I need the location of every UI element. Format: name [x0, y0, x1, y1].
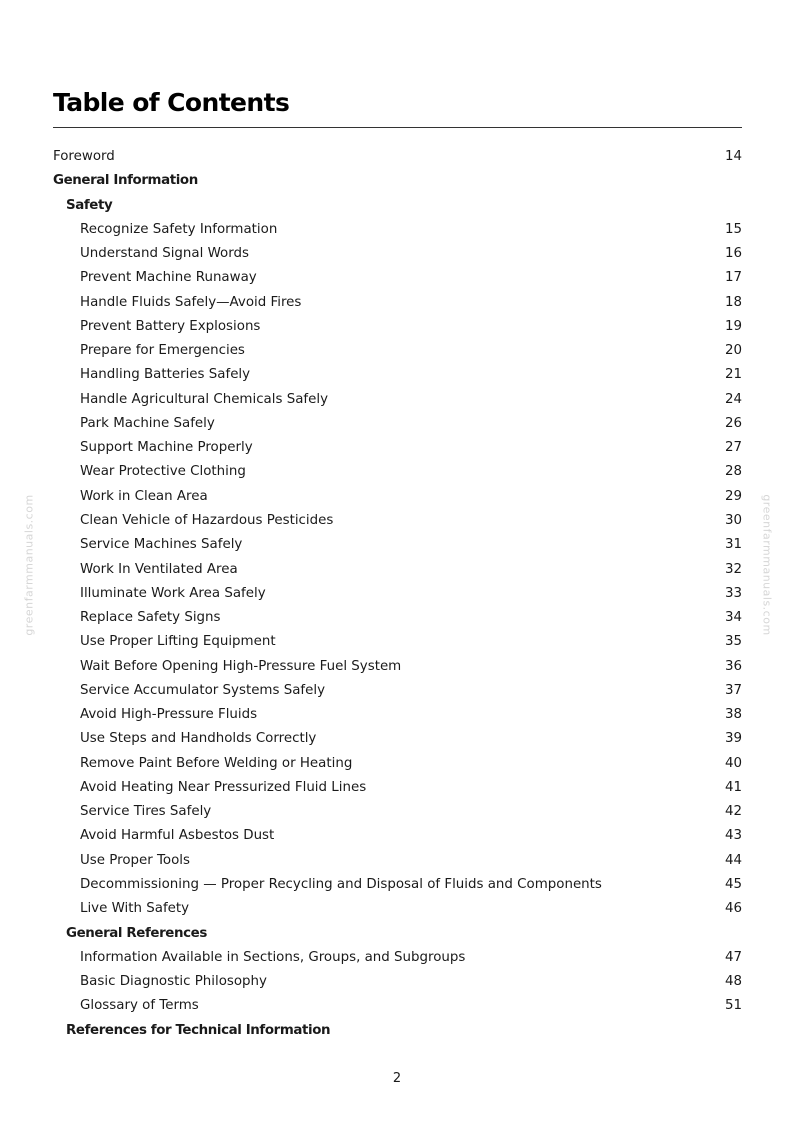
toc-section-heading[interactable] — [53, 1019, 742, 1043]
toc-entry-page-number: 14 — [724, 149, 742, 164]
watermark-left: greenfarmmanuals.com — [22, 494, 36, 636]
toc-entry-page-number: 29 — [724, 488, 742, 504]
toc-entry-page-number: 35 — [724, 634, 742, 650]
toc-entry[interactable] — [53, 509, 742, 533]
toc-entry-label: Recognize Safety Information — [80, 221, 278, 237]
toc-entry-page-number: 38 — [724, 707, 742, 723]
toc-entry-label: Prepare for Emergencies — [80, 343, 245, 359]
toc-entry-page-number: 41 — [724, 779, 742, 795]
toc-entry-label: Service Machines Safely — [80, 537, 243, 553]
toc-entry-page-number: 16 — [724, 246, 742, 262]
toc-entry-page-number: 47 — [724, 949, 742, 965]
toc-entry-label: Service Tires Safely — [80, 804, 212, 820]
toc-entry[interactable] — [53, 703, 742, 727]
page-title: Table of Contents — [53, 88, 290, 117]
toc-entry-page-number: 46 — [724, 901, 742, 917]
toc-entry-page-number: 18 — [724, 294, 742, 310]
toc-entry-page-number: 30 — [724, 512, 742, 528]
toc-entry[interactable] — [53, 145, 742, 169]
toc-entry[interactable] — [53, 412, 742, 436]
toc-entry-label: Work In Ventilated Area — [80, 561, 238, 577]
toc-entry-label: Illuminate Work Area Safely — [80, 585, 266, 601]
toc-entry-label: Avoid High-Pressure Fluids — [80, 707, 258, 723]
page-number: 2 — [392, 1071, 402, 1086]
toc-entry-label: Prevent Machine Runaway — [80, 270, 257, 286]
toc-entry-label: Handle Agricultural Chemicals Safely — [80, 391, 329, 407]
toc-entry[interactable] — [53, 849, 742, 873]
toc-entry[interactable] — [53, 727, 742, 751]
toc-entry[interactable] — [53, 800, 742, 824]
toc-entry[interactable] — [53, 533, 742, 557]
toc-entry[interactable] — [53, 824, 742, 848]
toc-section-heading[interactable] — [53, 169, 742, 193]
toc-entry-label: References for Technical Information — [66, 1022, 331, 1038]
toc-entry-page-number: 45 — [724, 876, 742, 892]
toc-entry[interactable] — [53, 339, 742, 363]
toc-entry-page-number: 42 — [724, 804, 742, 820]
toc-entry-label: Safety — [66, 197, 113, 213]
title-divider — [53, 127, 742, 128]
toc-entry[interactable] — [53, 873, 742, 897]
toc-entry[interactable] — [53, 218, 742, 242]
toc-entry[interactable] — [53, 630, 742, 654]
toc-entry-page-number: 32 — [724, 561, 742, 577]
toc-entry-label: Work in Clean Area — [80, 488, 208, 504]
toc-entry-page-number: 44 — [724, 852, 742, 868]
toc-entry-label: Understand Signal Words — [80, 246, 249, 262]
toc-entry-label: Wait Before Opening High-Pressure Fuel System — [80, 658, 402, 674]
toc-entry[interactable] — [53, 970, 742, 994]
toc-entry-page-number: 34 — [724, 610, 742, 626]
toc-entry-page-number: 26 — [724, 415, 742, 431]
toc-entry-page-number: 31 — [724, 537, 742, 553]
toc-entry[interactable] — [53, 752, 742, 776]
toc-entry[interactable] — [53, 266, 742, 290]
toc-entry[interactable] — [53, 776, 742, 800]
toc-entry[interactable] — [53, 242, 742, 266]
toc-entry[interactable] — [53, 485, 742, 509]
toc-entry-page-number: 24 — [724, 391, 742, 407]
toc-section-heading[interactable] — [53, 922, 742, 946]
toc-entry-label: Information Available in Sections, Groups, and Subgroups — [80, 949, 466, 965]
toc-entry-label: Glossary of Terms — [80, 998, 199, 1014]
toc-entry-label: Use Proper Lifting Equipment — [80, 634, 276, 650]
toc-entry-page-number: 15 — [724, 221, 742, 237]
toc-entry-page-number: 40 — [724, 755, 742, 771]
toc-entry-label: Support Machine Properly — [80, 440, 253, 456]
toc-entry[interactable] — [53, 460, 742, 484]
toc-entry[interactable] — [53, 582, 742, 606]
watermark-right: greenfarmmanuals.com — [760, 494, 774, 636]
toc-entry[interactable] — [53, 291, 742, 315]
toc-entry-label: Use Proper Tools — [80, 852, 191, 868]
toc-entry-label: Handle Fluids Safely—Avoid Fires — [80, 294, 302, 310]
toc-entry[interactable] — [53, 679, 742, 703]
toc-entry[interactable] — [53, 606, 742, 630]
toc-entry-label: General References — [66, 925, 207, 941]
toc-entry-label: Basic Diagnostic Philosophy — [80, 974, 267, 990]
toc-entry-label: Avoid Heating Near Pressurized Fluid Lines — [80, 779, 367, 795]
toc-entry-label: General Information — [53, 173, 198, 189]
toc-entry-page-number: 17 — [724, 270, 742, 286]
toc-entry[interactable] — [53, 315, 742, 339]
toc-entry-page-number: 19 — [724, 318, 742, 334]
toc-entry[interactable] — [53, 388, 742, 412]
toc-entry-label: Use Steps and Handholds Correctly — [80, 731, 317, 747]
toc-entry-page-number: 51 — [724, 998, 742, 1014]
toc-entry-label: Handling Batteries Safely — [80, 367, 251, 383]
toc-entry-page-number: 33 — [724, 585, 742, 601]
toc-entry-label: Prevent Battery Explosions — [80, 318, 261, 334]
toc-entry-page-number: 28 — [724, 464, 742, 480]
table-of-contents — [53, 145, 742, 1043]
toc-entry-label: Decommissioning — Proper Recycling and Disposal of Fluids and Components — [80, 876, 602, 892]
toc-entry-label: Foreword — [53, 149, 115, 164]
toc-entry-label: Remove Paint Before Welding or Heating — [80, 755, 353, 771]
toc-entry-label: Avoid Harmful Asbestos Dust — [80, 828, 275, 844]
toc-entry-page-number: 21 — [724, 367, 742, 383]
toc-entry[interactable] — [53, 558, 742, 582]
toc-entry-page-number: 27 — [724, 440, 742, 456]
toc-entry-label: Live With Safety — [80, 901, 190, 917]
toc-entry-page-number: 20 — [724, 343, 742, 359]
toc-entry[interactable] — [53, 994, 742, 1018]
toc-entry-label: Service Accumulator Systems Safely — [80, 682, 326, 698]
toc-section-heading[interactable] — [53, 194, 742, 218]
toc-entry-label: Clean Vehicle of Hazardous Pesticides — [80, 512, 334, 528]
toc-entry-label: Replace Safety Signs — [80, 610, 221, 626]
toc-entry[interactable] — [53, 655, 742, 679]
toc-entry-page-number: 39 — [724, 731, 742, 747]
toc-entry-page-number: 48 — [724, 974, 742, 990]
toc-entry[interactable] — [53, 946, 742, 970]
toc-entry-page-number: 36 — [724, 658, 742, 674]
toc-entry-label: Wear Protective Clothing — [80, 464, 246, 480]
toc-entry-label: Park Machine Safely — [80, 415, 215, 431]
toc-entry[interactable] — [53, 897, 742, 921]
toc-entry[interactable] — [53, 436, 742, 460]
toc-entry-page-number: 37 — [724, 682, 742, 698]
toc-entry[interactable] — [53, 363, 742, 387]
toc-entry-page-number: 43 — [724, 828, 742, 844]
